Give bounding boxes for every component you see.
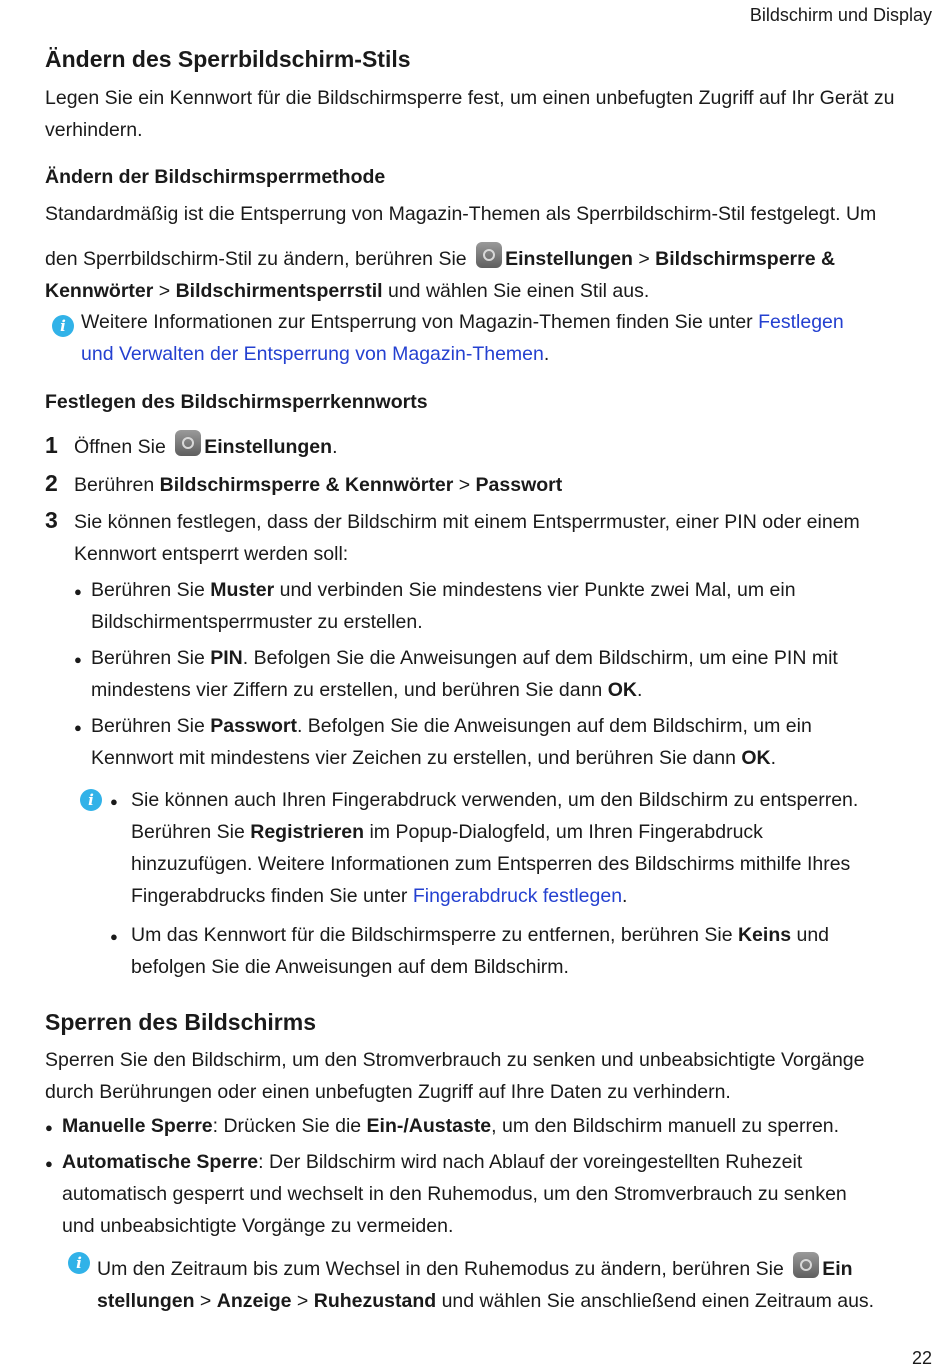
list-item: Automatische Sperre: Der Bildschirm wird nach Ablauf der voreingestellten Ruhezeit automatisch gesperrt und wechselt in den Ruhemodus, um den Stromverbrauch zu senken und unbeabsichtigte Vorgänge zu vermeiden. bbox=[62, 1151, 847, 1237]
subsection-title: Ändern der Bildschirmsperrmethode bbox=[45, 166, 386, 188]
bullet: ● bbox=[74, 584, 82, 599]
step-number: 2 bbox=[45, 470, 58, 496]
info-note: Weitere Informationen zur Entsperrung von Magazin-Themen finden Sie unter Festlegen und Verwalten der Entsperrung von Magazin-Themen. bbox=[81, 311, 844, 365]
list-item: Manuelle Sperre: Drücken Sie die Ein-/Austaste, um den Bildschirm manuell zu sperren. bbox=[62, 1115, 840, 1137]
section-title: Sperren des Bildschirms bbox=[45, 1009, 316, 1035]
fingerprint-link[interactable]: Fingerabdruck festlegen bbox=[412, 885, 623, 907]
subsection-title: Festlegen des Bildschirmsperrkennworts bbox=[45, 391, 428, 413]
step-number: 1 bbox=[45, 432, 58, 458]
settings-icon bbox=[175, 430, 201, 456]
lock-screen-paragraph: Sperren Sie den Bildschirm, um den Stromverbrauch zu senken und unbeabsichtigte Vorgänge durch Berührungen oder einen unbefugten Zugriff auf Ihre Daten zu verhindern. bbox=[45, 1049, 865, 1103]
bullet: ● bbox=[74, 720, 82, 735]
info-icon: i bbox=[68, 1252, 90, 1274]
list-item: Berühren Sie Passwort. Befolgen Sie die Anweisungen auf dem Bildschirm, um ein Kennwort mit mindestens vier Zeichen zu erstellen, und berühren Sie dann OK. bbox=[91, 715, 812, 769]
page-header: Bildschirm und Display bbox=[749, 5, 932, 25]
sleep-note: Um den Zeitraum bis zum Wechsel in den Ruhemodus zu ändern, berühren Sie Ein stellungen > Anzeige > Ruhezustand und wählen Sie anschließend einen Zeitraum aus. bbox=[97, 1252, 927, 1317]
intro-paragraph: Legen Sie ein Kennwort für die Bildschirmsperre fest, um einen unbefugten Zugriff auf Ihr Gerät zu verhindern. bbox=[45, 87, 895, 141]
step-number: 3 bbox=[45, 507, 58, 533]
fingerprint-note: Sie können auch Ihren Fingerabdruck verwenden, um den Bildschirm zu entsperren. Berühren Sie Registrieren im Popup-Dialogfeld, um Ihren Fingerabdruck hinzuzufügen. Weitere Informationen zum Entsperren des Bildschirms mithilfe Ihres Fingerabdrucks finden Sie unter Fingerabdruck festlegen. bbox=[131, 789, 859, 907]
magazine-unlock-link[interactable]: Festlegen bbox=[758, 311, 844, 333]
step-3: Sie können festlegen, dass der Bildschirm mit einem Entsperrmuster, einer PIN oder einem Kennwort entsperrt werden soll: bbox=[74, 511, 860, 565]
step-1: Öffnen Sie Einstellungen. bbox=[74, 430, 914, 463]
section-title: Ändern des Sperrbildschirm-Stils bbox=[45, 46, 411, 72]
page-number: 22 bbox=[911, 1348, 932, 1368]
bullet: ● bbox=[74, 652, 82, 667]
remove-password-note: Um das Kennwort für die Bildschirmsperre zu entfernen, berühren Sie Keins und befolgen Sie die Anweisungen auf dem Bildschirm. bbox=[131, 924, 830, 978]
bullet: ● bbox=[110, 929, 118, 944]
settings-icon bbox=[793, 1252, 819, 1278]
list-item: Berühren Sie Muster und verbinden Sie mindestens vier Punkte zwei Mal, um ein Bildschirmentsperrmuster zu erstellen. bbox=[91, 579, 796, 633]
settings-icon bbox=[476, 242, 502, 268]
list-item: Berühren Sie PIN. Befolgen Sie die Anweisungen auf dem Bildschirm, um eine PIN mit mindestens vier Ziffern zu erstellen, und berühren Sie dann OK. bbox=[91, 647, 838, 701]
info-icon: i bbox=[52, 315, 74, 337]
lock-method-paragraph: Standardmäßig ist die Entsperrung von Magazin-Themen als Sperrbildschirm-Stil festgelegt. Um den Sperrbildschirm-Stil zu ändern, berühren Sie Einstellungen > Bildschirmsperre & Kennwörter > Bildschirmentsperrstil und wählen Sie einen Stil aus. bbox=[45, 203, 877, 302]
info-icon: i bbox=[80, 789, 102, 811]
magazine-unlock-link-cont[interactable]: und Verwalten der Entsperrung von Magazin-Themen bbox=[81, 343, 544, 365]
bullet: ● bbox=[45, 1156, 53, 1171]
step-2: Berühren Bildschirmsperre & Kennwörter > Passwort bbox=[74, 474, 563, 496]
bullet: ● bbox=[45, 1120, 53, 1135]
bullet: ● bbox=[110, 794, 118, 809]
